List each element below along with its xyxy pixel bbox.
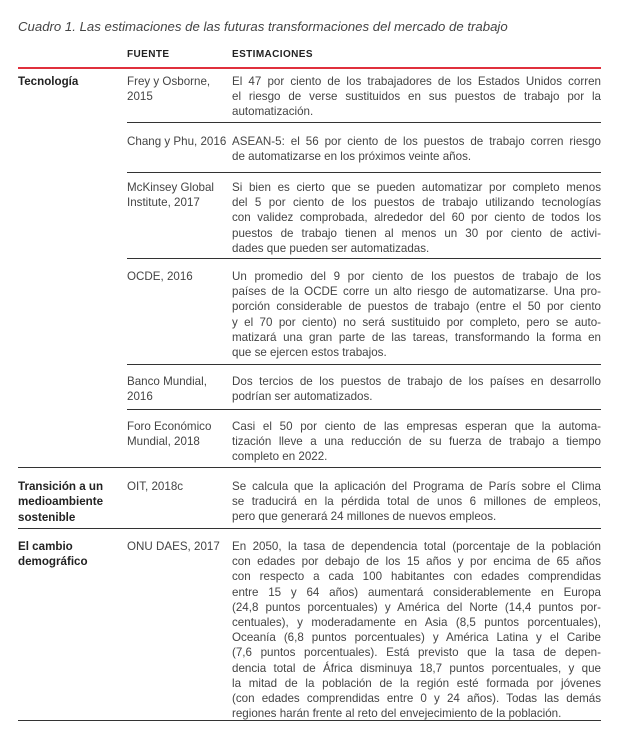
estimate-line: países de la OCDE corre un alto riesgo de automatizarse. Una pro- xyxy=(232,285,601,299)
estimate-line: dencia total de África disminuya 18,7 puntos porcentuales, y que xyxy=(232,661,601,675)
row-divider xyxy=(127,172,601,173)
estimate-line: automatización. xyxy=(232,105,314,119)
estimate-line: el riesgo de verse sustituidos en sus puestos de trabajo por la xyxy=(232,90,601,104)
row-estimate xyxy=(232,419,601,465)
row-divider xyxy=(127,258,601,259)
row-source: Banco Mundial, 2016 xyxy=(127,375,207,404)
estimate-line: del 5 por ciento de los puestos de trabajo utilizando tecnologías xyxy=(232,196,601,210)
table-header xyxy=(18,49,601,67)
estimate-line: se traducirá en la pérdida total de unos 6 millones de empleos, xyxy=(232,495,601,509)
estimate-line: Se calcula que la aplicación del Programa de París sobre el Clima xyxy=(232,480,601,493)
estimate-line: pero que generará 24 millones de nuevos empleos. xyxy=(232,510,497,524)
row-source: Chang y Phu, 2016 xyxy=(127,135,227,148)
estimate-line: matizará una gran parte de las tareas, transformando la forma en xyxy=(232,330,601,344)
estimate-line: El 47 por ciento de los trabajadores de los Estados Unidos corren xyxy=(232,75,601,88)
estimate-line: y el 70 por ciento) no será sustituido por completo, pero se auto- xyxy=(232,315,601,329)
header-rule xyxy=(18,67,601,69)
estimate-line: Oceanía (6,8 puntos porcentuales) y América Latina y el Caribe xyxy=(232,631,601,645)
row-source: ONU DAES, 2017 xyxy=(127,540,220,553)
row-divider xyxy=(127,409,601,410)
row-divider xyxy=(127,364,601,365)
estimate-line: que se ejercen estos trabajos. xyxy=(232,346,387,360)
estimate-line: puestos de trabajo tienen al menos un 30 por ciento de activi- xyxy=(232,226,601,240)
column-header-fuente: FUENTE xyxy=(127,49,170,60)
estimate-line: porción considerable de puestos de trabajo (entre el 50 por ciento xyxy=(232,300,601,314)
row-divider xyxy=(127,122,601,123)
estimate-line: Dos tercios de los puestos de trabajo de los países en desarrollo xyxy=(232,375,601,388)
row-divider xyxy=(18,467,601,468)
estimate-line: dades que pueden ser automatizadas. xyxy=(232,241,430,255)
row-estimate xyxy=(232,269,601,360)
estimate-line: con edades por debajo de los 15 años y por encima de 65 años xyxy=(232,555,601,569)
row-source: OCDE, 2016 xyxy=(127,270,193,283)
row-estimate xyxy=(232,134,601,164)
estimate-line: con respecto a cada 100 habitantes con edades comprendidas xyxy=(232,570,601,584)
estimate-line: En 2050, la tasa de dependencia total (porcentaje de la población xyxy=(232,540,601,553)
table-caption: Cuadro 1. Las estimaciones de las futuras transformaciones del mercado de trabajo xyxy=(18,19,508,34)
row-source: Frey y Osborne, 2015 xyxy=(127,75,211,104)
row-source: McKinsey Global Institute, 2017 xyxy=(127,181,214,210)
estimate-line: con validez comprobada, alrededor del 60 por ciento de todos los xyxy=(232,211,601,225)
column-header-estimaciones: ESTIMACIONES xyxy=(232,49,313,60)
row-source: OIT, 2018c xyxy=(127,480,184,493)
estimate-line: regiones harán frente al reto del envejecimiento de la población. xyxy=(232,707,562,721)
estimate-line: entre 15 y 64 años) aumentará considerablemente en Europa xyxy=(232,585,601,599)
row-estimate xyxy=(232,539,601,721)
row-divider xyxy=(18,528,601,529)
row-topic: El cambio demográfico xyxy=(18,540,88,569)
estimate-line: la mitad de la población de la región esté formada por jóvenes xyxy=(232,676,601,690)
row-source: Foro Económico Mundial, 2018 xyxy=(127,420,212,449)
estimate-line: Si bien es cierto que se pueden automatizar por completo menos xyxy=(232,181,601,194)
row-topic: Transición a un medioambiente sostenible xyxy=(18,480,104,524)
estimate-line: (con edades comprendidas entre 0 y 24 años). Todas las demás xyxy=(232,692,601,706)
estimate-line: ASEAN-5: el 56 por ciento de los puestos de trabajo corren riesgo xyxy=(232,135,601,148)
estimate-line: Casi el 50 por ciento de las empresas esperan que la automa- xyxy=(232,420,601,433)
estimate-line: (24,8 puntos porcentuales) y América del Norte (14,4 puntos por- xyxy=(232,600,601,614)
row-divider xyxy=(18,720,601,721)
estimate-line: de automatizarse en los próximos veinte años. xyxy=(232,150,472,164)
estimate-line: (7,6 puntos porcentuales). Está previsto que la tasa de depen- xyxy=(232,646,601,660)
estimate-line: completo en 2022. xyxy=(232,450,328,464)
estimate-line: tización lleve a una reducción de su fuerza de trabajo a tiempo xyxy=(232,435,601,449)
estimate-line: podrían ser automatizados. xyxy=(232,390,373,404)
row-estimate xyxy=(232,180,601,256)
row-estimate xyxy=(232,374,601,404)
row-topic: Tecnología xyxy=(18,75,79,88)
estimate-line: Un promedio del 9 por ciento de los puestos de trabajo de los xyxy=(232,270,601,283)
row-estimate xyxy=(232,479,601,525)
row-estimate xyxy=(232,74,601,120)
estimate-line: centuales), y moderadamente en Asia (8,5 puntos porcentuales), xyxy=(232,616,601,630)
